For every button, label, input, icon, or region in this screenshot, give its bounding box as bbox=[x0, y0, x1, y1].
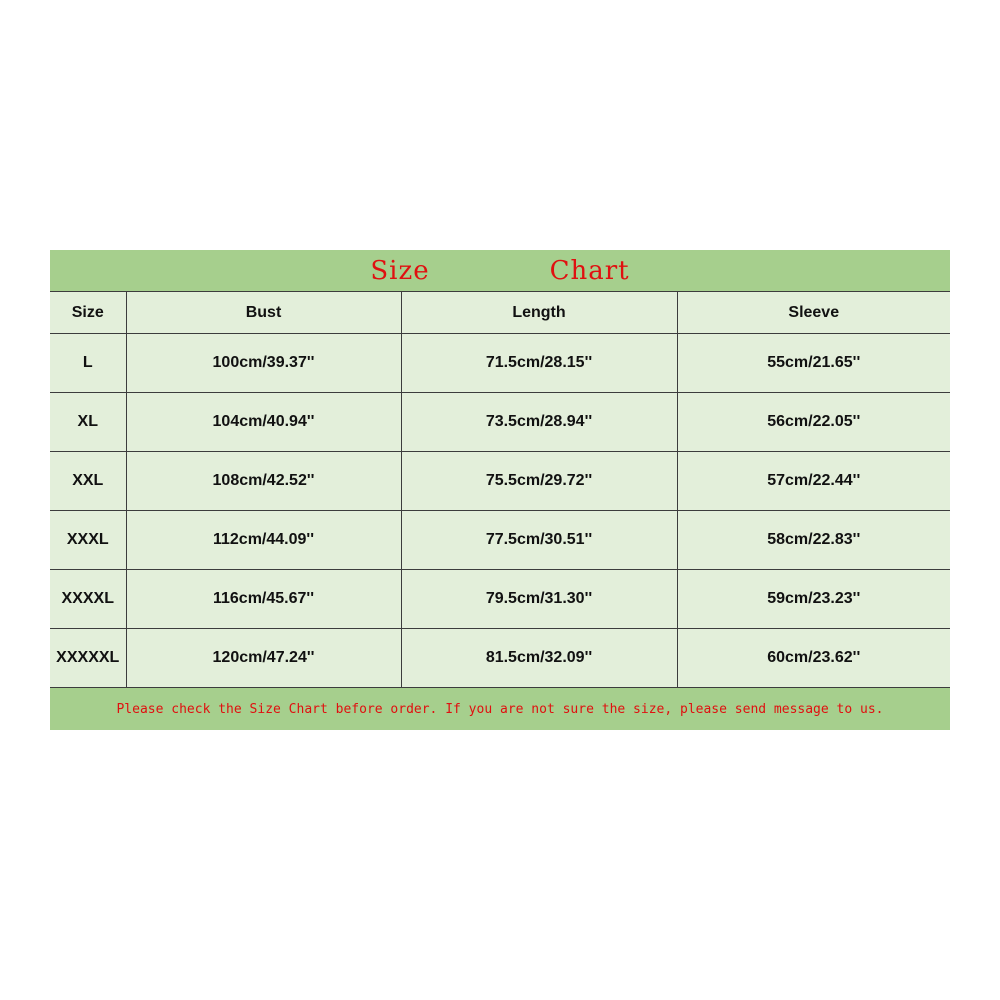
note-row bbox=[50, 688, 950, 731]
title-row bbox=[50, 250, 950, 292]
bust-cell: 112cm/44.09'' bbox=[126, 511, 401, 570]
table-row bbox=[50, 511, 950, 570]
sleeve-cell: 59cm/23.23'' bbox=[677, 570, 950, 629]
size-cell: XL bbox=[50, 393, 126, 452]
size-cell: XXL bbox=[50, 452, 126, 511]
size-cell: XXXXL bbox=[50, 570, 126, 629]
length-cell: 73.5cm/28.94'' bbox=[401, 393, 677, 452]
header-bust: Bust bbox=[126, 292, 401, 334]
size-chart-table bbox=[50, 250, 950, 730]
title-word-chart: Chart bbox=[549, 255, 630, 286]
length-cell: 75.5cm/29.72'' bbox=[401, 452, 677, 511]
bust-cell: 116cm/45.67'' bbox=[126, 570, 401, 629]
length-cell: 81.5cm/32.09'' bbox=[401, 629, 677, 688]
header-row bbox=[50, 292, 950, 334]
header-sleeve: Sleeve bbox=[677, 292, 950, 334]
size-cell: XXXXXL bbox=[50, 629, 126, 688]
header-length: Length bbox=[401, 292, 677, 334]
length-cell: 71.5cm/28.15'' bbox=[401, 334, 677, 393]
bust-cell: 108cm/42.52'' bbox=[126, 452, 401, 511]
bust-cell: 100cm/39.37'' bbox=[126, 334, 401, 393]
length-cell: 79.5cm/31.30'' bbox=[401, 570, 677, 629]
table-row bbox=[50, 629, 950, 688]
sleeve-cell: 56cm/22.05'' bbox=[677, 393, 950, 452]
table-row bbox=[50, 452, 950, 511]
header-size: Size bbox=[50, 292, 126, 334]
bust-cell: 104cm/40.94'' bbox=[126, 393, 401, 452]
chart-title bbox=[50, 250, 950, 292]
size-cell: XXXL bbox=[50, 511, 126, 570]
length-cell: 77.5cm/30.51'' bbox=[401, 511, 677, 570]
sleeve-cell: 60cm/23.62'' bbox=[677, 629, 950, 688]
title-word-size: Size bbox=[370, 255, 430, 286]
table-row bbox=[50, 393, 950, 452]
bust-cell: 120cm/47.24'' bbox=[126, 629, 401, 688]
sleeve-cell: 58cm/22.83'' bbox=[677, 511, 950, 570]
table-row bbox=[50, 570, 950, 629]
table-row bbox=[50, 334, 950, 393]
sleeve-cell: 57cm/22.44'' bbox=[677, 452, 950, 511]
size-note: Please check the Size Chart before order. If you are not sure the size, please send message to us. bbox=[50, 688, 950, 731]
size-cell: L bbox=[50, 334, 126, 393]
sleeve-cell: 55cm/21.65'' bbox=[677, 334, 950, 393]
